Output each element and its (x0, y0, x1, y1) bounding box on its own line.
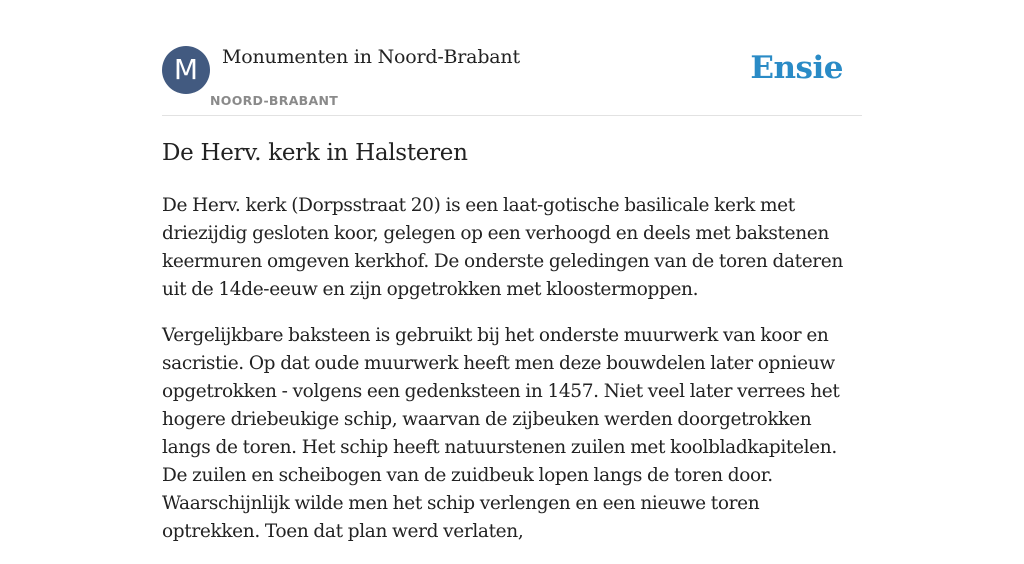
site-title[interactable]: Monumenten in Noord-Brabant (222, 46, 520, 68)
category-label[interactable]: NOORD-BRABANT (210, 93, 339, 108)
site-header (162, 46, 862, 116)
article-paragraph: Vergelijkbare baksteen is gebruikt bij het onderste muurwerk van koor en sacristie. Op dat oude muurwerk heeft men deze bouwdelen later opnieuw opgetrokken - volgens een gedenksteen in 1457. Niet veel later verrees het hogere driebeukige schip, waarvan de zijbeuken werden doorgetrokken langs de toren. Het schip heeft natuurstenen zuilen met koolbladkapitelen. De zuilen en scheibogen van de zuidbeuk lopen langs de toren door. Waarschijnlijk wilde men het schip verlengen en een nieuwe toren optrekken. Toen dat plan werd verlaten, (162, 325, 840, 542)
avatar[interactable]: M (162, 46, 210, 94)
article-body (162, 192, 862, 564)
article-paragraph: De Herv. kerk (Dorpsstraat 20) is een laat-gotische basilicale kerk met driezijdig gesloten koor, gelegen op een verhoogd en deels met bakstenen keermuren omgeven kerkhof. De onderste geledingen van de toren dateren uit de 14de-eeuw en zijn opgetrokken met kloostermoppen. (162, 195, 843, 300)
brand-logo[interactable]: Ensie (750, 50, 843, 86)
article-title: De Herv. kerk in Halsteren (162, 140, 468, 166)
